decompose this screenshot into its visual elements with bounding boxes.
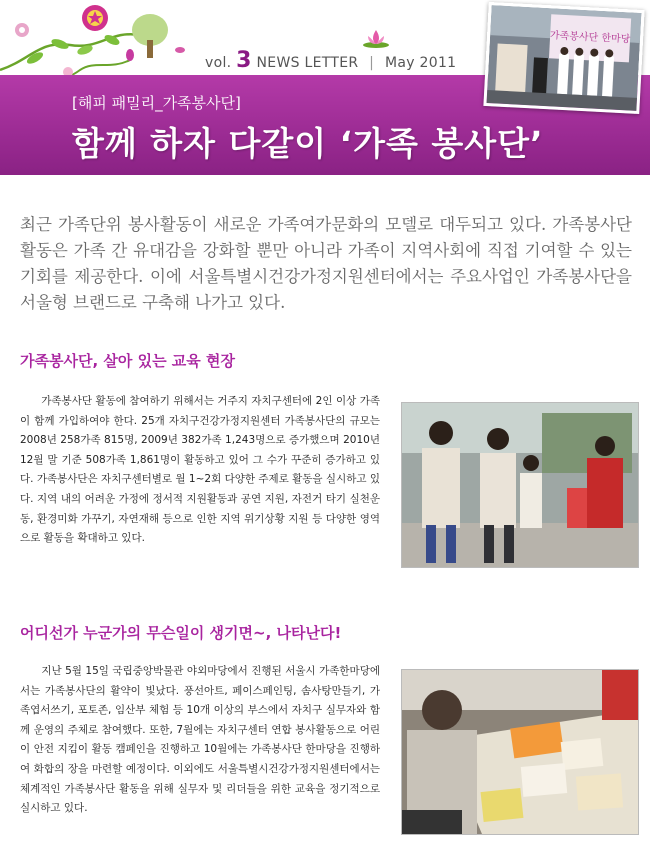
newsletter-label: NEWS LETTER (256, 55, 359, 71)
section-heading-festival: 어디선가 누군가의 무슨일이 생기면~, 나타난다! (20, 624, 342, 642)
section-body-festival: 지난 5월 15일 국립중앙박물관 야외마당에서 진행된 서울시 가족한마당에서는 가족봉사단의 활약이 빛났다. 풍선아트, 페이스페인팅, 솜사탕만들기, 가족엽서쓰기, 포토존, 임산부 체험 등 10개 이상의 부스에서 자치구 실무자와 함께 운영의 주체로 참여했다. 또한, 7월에는 자치구센터 연합 봉사활동으로 어린이 안전 지킴이 활동 캠페인을 진행하고 10월에는 가족봉사단 한마당을 진행하여 화합의 장을 마련할 예정이다. 이외에도 서울특별시건강가정지원센터에서는 체계적인 가족봉사단 활동을 위해 실무자 및 리더들을 위한 교육을 정기적으로 실시하고 있다. (20, 665, 380, 815)
volunteer-families-photo (401, 402, 639, 568)
section-body-education: 가족봉사단 활동에 참여하기 위해서는 거주지 자치구센터에 2인 이상 가족이 함께 가입하여야 한다. 25개 자치구건강가정지원센터 가족봉사단의 규모는 2008년 258가족 815명, 2009년 382가족 1,243명으로 증가했으며 2010년 12월 말 기준 508가족 1,861명이 활동하고 있어 그 수가 꾸준히 증가하고 있다. 가족봉사단은 자치구센터별로 월 1~2회 다양한 주제로 활동을 실시하고 있다. 지역 내의 어려운 가정에 정서적 지원활동과 공연 지원, 자전거 타기 실천운동, 환경미화 가꾸기, 자연재해 등으로 인한 지역 위기상황 지원 등 다양한 영역으로 활동을 확대하고 있다. (20, 395, 380, 545)
page-title: 함께 하자 다같이 ‘가족 봉사단’ (72, 124, 544, 163)
issue-separator: | (369, 55, 375, 71)
photo-sign-text: 가족봉사단 한마당 (549, 30, 631, 46)
festival-booth-photo (401, 669, 639, 835)
issue-date: May 2011 (384, 55, 457, 71)
issue-info (205, 48, 456, 73)
section-heading-education: 가족봉사단, 살아 있는 교육 현장 (20, 352, 235, 370)
intro-paragraph: 최근 가족단위 봉사활동이 새로운 가족여가문화의 모델로 대두되고 있다. 가족봉사단 활동은 가족 간 유대감을 강화할 뿐만 아니라 가족이 지역사회에 직접 기여할 수 있는 기회를 제공한다. 이에 서울특별시건강가정지원센터에서는 주요사업인 가족봉사단을 서울형 브랜드로 구축해 나가고 있다. (20, 215, 632, 312)
volume-number: 3 (236, 48, 252, 73)
banner-category: [해피 패밀리_가족봉사단] (72, 94, 241, 112)
lotus-icon (362, 26, 390, 48)
header-photo (483, 2, 644, 114)
volume-label: vol. (205, 55, 232, 71)
